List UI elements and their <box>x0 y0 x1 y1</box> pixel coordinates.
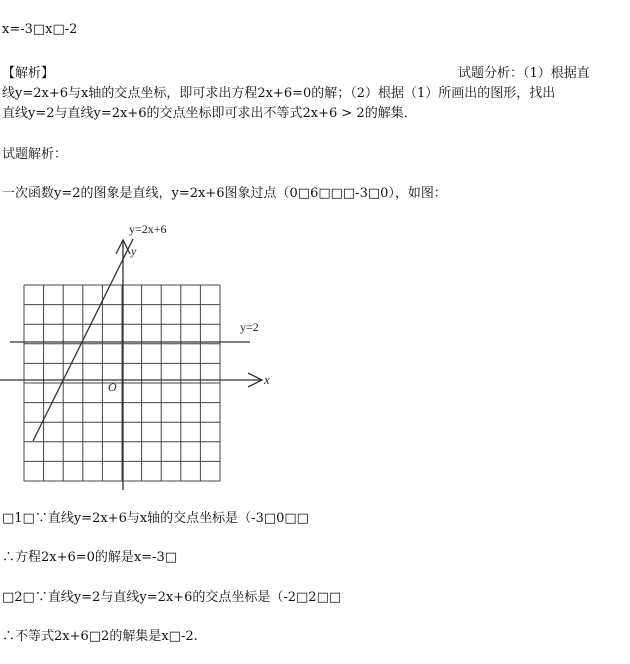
hline-label: y=2 <box>240 320 259 334</box>
analysis-line-3: 直线y=2与直线y=2x+6的交点坐标即可求出不等式2x+6 > 2的解集． <box>2 106 417 121</box>
grid <box>24 285 220 481</box>
solution-header: 试题解析： <box>2 147 68 162</box>
analysis-line-2: 线y=2x+6与x轴的交点坐标，即可求出方程2x+6=0的解；（2）根据（1）所画出的图形，找出 <box>2 86 556 101</box>
analysis-intro: 试题分析：（1）根据直 <box>458 66 590 81</box>
solution-intro: 一次函数y=2的图象是直线，y=2x+6图象过点（0□6□□□-3□0），如图： <box>2 186 447 201</box>
step-1: □1□∵直线y=2x+6与x轴的交点坐标是（-3□0□□ <box>2 511 309 526</box>
y-axis-label: y <box>131 244 137 258</box>
origin-label: O <box>108 380 117 394</box>
answer-line: x=-3□x□-2 <box>2 22 78 37</box>
x-axis-label: x <box>264 372 270 387</box>
step-1-conclusion: ∴方程2x+6=0的解是x=-3□ <box>2 550 178 565</box>
step-2: □2□∵直线y=2与直线y=2x+6的交点坐标是（-2□2□□ <box>2 590 342 605</box>
analysis-header: 【解析】 <box>2 66 55 81</box>
line-label: y=2x+6 <box>129 222 167 236</box>
step-2-conclusion: ∴不等式2x+6□2的解集是x□-2. <box>2 629 198 644</box>
